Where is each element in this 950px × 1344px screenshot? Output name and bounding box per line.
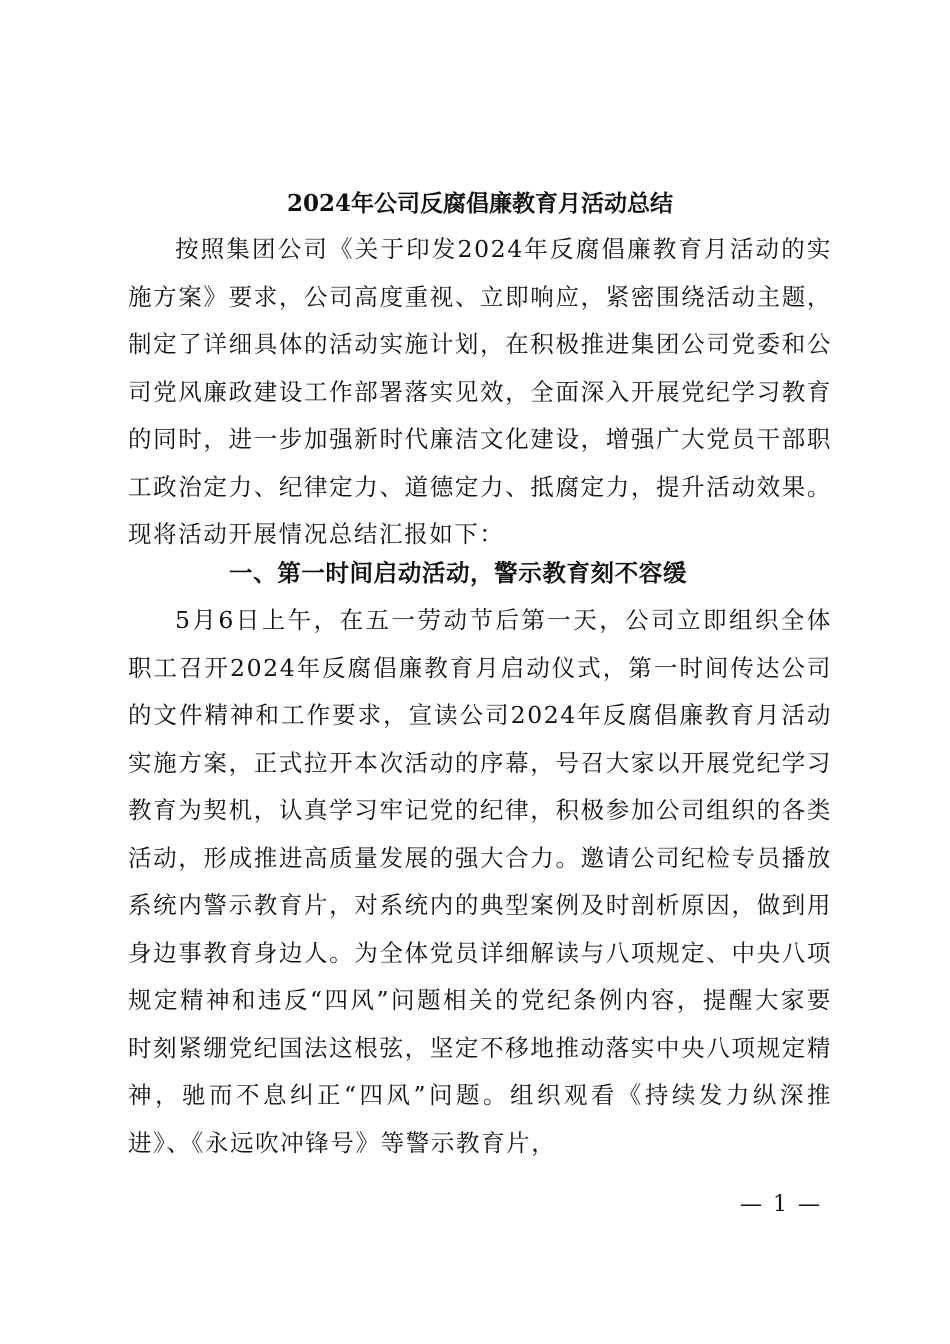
section-heading: 一、第一时间启动活动，警示教育刻不容缓 <box>229 559 687 587</box>
section-paragraph: 5月6日上午，在五一劳动节后第一天，公司立即组织全体职工召开2024年反腐倡廉教育月启动仪式，第一时间传达公司的文件精神和工作要求，宣读公司2024年反腐倡廉教育月活动实施方案，正式拉开本次活动的序幕，号召大家以开展党纪学习教育为契机，认真学习牢记党的纪律，积极参加公司组织的各类活动，形成推进高质量发展的强大合力。邀请公司纪检专员播放系统内警示教育片，对系统内的典型案例及时剖析原因，做到用身边事教育身边人。为全体党员详细解读与八项规定、中央八项规定精神和违反“四风”问题相关的党纪条例内容，提醒大家要时刻紧绷党纪国法这根弦，坚定不移地推动落实中央八项规定精神，驰而不息纠正“四风”问题。组织观看《持续发力纵深推进》、《永远吹冲锋号》等警示教育片， <box>128 606 832 1157</box>
page-number: — 1 — <box>740 1192 822 1217</box>
document-title: 2024年公司反腐倡廉教育月活动总结 <box>286 190 673 217</box>
intro-paragraph: 按照集团公司《关于印发2024年反腐倡廉教育月活动的实施方案》要求，公司高度重视、立即响应，紧密围绕活动主题，制定了详细具体的活动实施计划，在积极推进集团公司党委和公司党风廉政建设工作部署落实见效，全面深入开展党纪学习教育的同时，进一步加强新时代廉洁文化建设，增强广大党员干部职工政治定力、纪律定力、道德定力、抵腐定力，提升活动效果。现将活动开展情况总结汇报如下： <box>128 235 832 548</box>
